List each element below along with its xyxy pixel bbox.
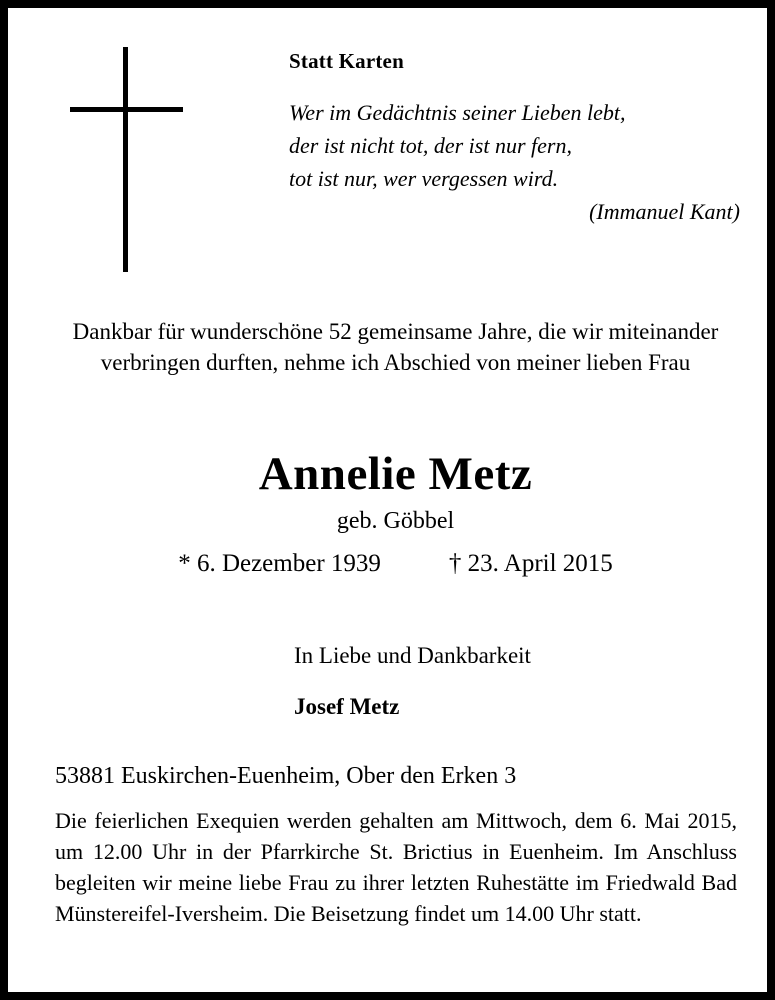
christian-cross-icon: [70, 47, 245, 272]
quote-line-1: Wer im Gedächtnis seiner Lieben lebt,: [289, 100, 626, 125]
cross-horizontal-bar: [70, 107, 183, 112]
funeral-details-paragraph: Die feierlichen Exequien werden gehalten am Mittwoch, dem 6. Mai 2015, um 12.00 Uhr in der Pfarrkirche St. Brictius in Euenheim. Im Anschluss begleiten wir meine liebe Frau zu ihrer letzten Ruhestätte im Friedwald Bad Münstereifel-Iversheim. Die Beisetzung findet um 14.00 Uhr statt.: [55, 808, 737, 926]
death-date: † 23. April 2015: [448, 550, 613, 577]
birth-date: * 6. Dezember 1939: [178, 550, 381, 577]
deceased-maiden-name: geb. Göbbel: [336, 508, 455, 534]
mourner-name: Josef Metz: [294, 694, 400, 719]
quote-line-2: der ist nicht tot, der ist nur fern,: [289, 133, 572, 158]
intro-paragraph: [58, 316, 733, 378]
deceased-name-block: [8, 448, 767, 580]
intro-text: Dankbar für wunderschöne 52 gemeinsame Jahre, die wir miteinander verbringen durften, nehme ich Abschied von meiner lieben Frau: [72, 319, 719, 375]
cross-vertical-bar: [123, 47, 128, 272]
deceased-name: Annelie Metz: [258, 448, 533, 500]
header-area: [8, 8, 767, 298]
address-line: 53881 Euskirchen-Euenheim, Ober den Erken 3: [55, 763, 517, 789]
notice-inner-panel: [8, 8, 767, 992]
quote-attribution: (Immanuel Kant): [589, 199, 740, 224]
mourners-block: [294, 641, 694, 722]
statt-karten-heading: Statt Karten: [289, 49, 404, 73]
quote-block: [289, 48, 749, 228]
quote-line-3: tot ist nur, wer vergessen wird.: [289, 166, 559, 191]
life-dates-row: [8, 548, 767, 580]
mourners-lead-text: In Liebe und Dankbarkeit: [294, 643, 531, 668]
